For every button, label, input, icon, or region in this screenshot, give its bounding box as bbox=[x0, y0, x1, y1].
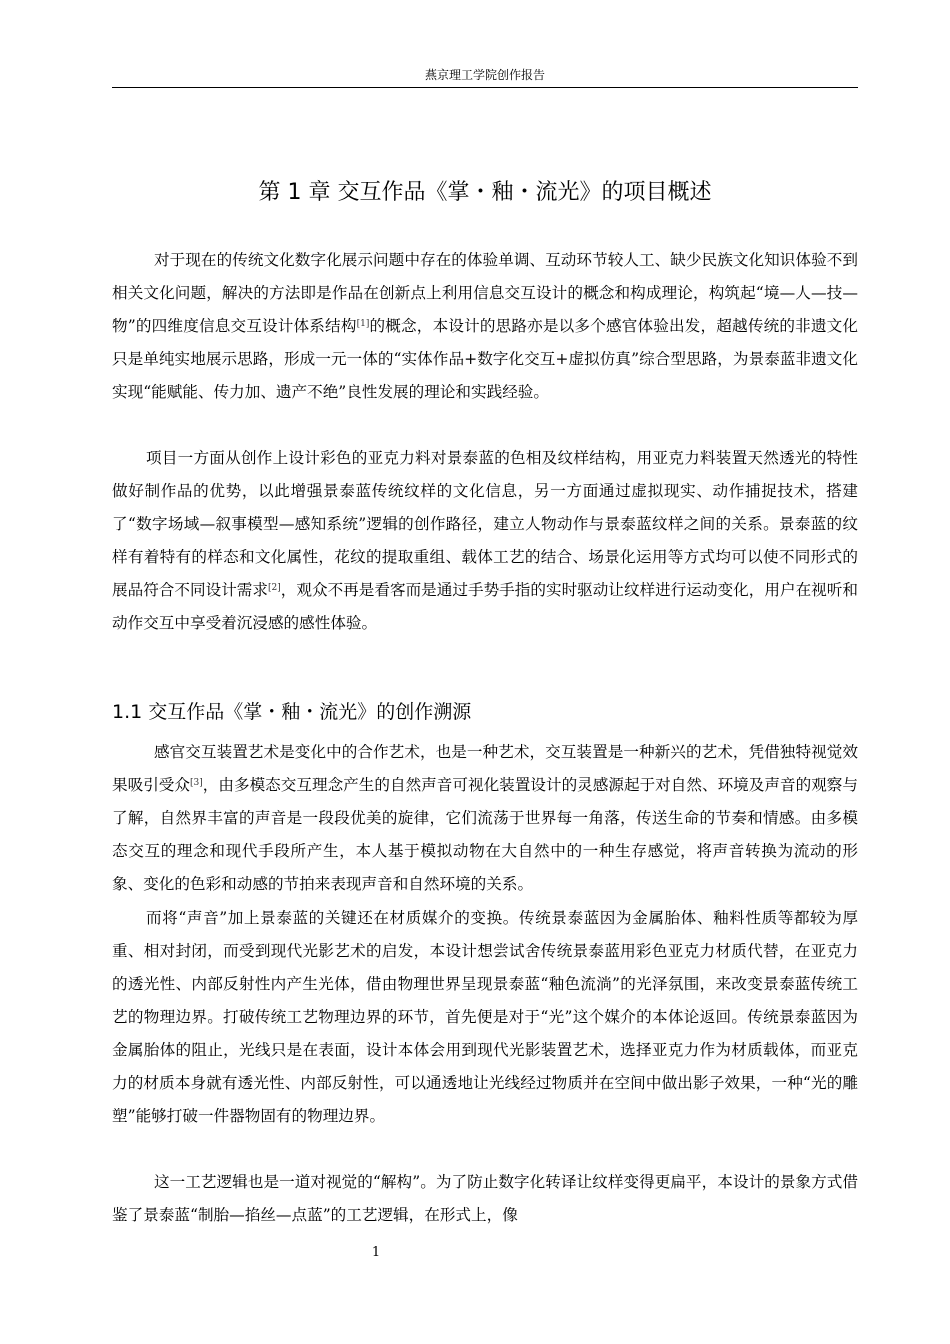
page-header: 燕京理工学院创作报告 bbox=[112, 68, 858, 88]
citation-ref: [1] bbox=[356, 319, 370, 329]
page-number: 1 bbox=[371, 1245, 381, 1260]
citation-ref: [3] bbox=[190, 778, 203, 788]
paragraph-text: 的概念，本设计的思路亦是以多个感官体验出发，超越传统的非遗文化只是单纯实地展示思路，形成一元一体的“实体作品+数字化交互+虚拟仿真”综合型思路，为景泰蓝非遗文化实现“能赋能、传力加、遗产不绝”良性发展的理论和实践经验。 bbox=[112, 317, 858, 401]
citation-ref: [2] bbox=[268, 583, 281, 593]
paragraph-origin-1 bbox=[112, 736, 858, 901]
paragraph-text: 对于现在的传统文化数字化展示问题中存在的体验单调、互动环节较人工、缺少民族文化知识体验不到相关文化问题，解决的方法即是作品在创新点上利用信息交互设计的概念和构成理论，构筑起“境—人—技—物”的四维度信息交互设计体系结构 bbox=[112, 251, 858, 335]
paragraph-overview-2 bbox=[112, 442, 858, 640]
paragraph-text: ，观众不再是看客而是通过手势手指的实时驱动让纹样进行运动变化，用户在视听和动作交互中享受着沉浸感的感性体验。 bbox=[112, 581, 858, 632]
paragraph-overview-1 bbox=[112, 244, 858, 409]
paragraph-text: 项目一方面从创作上设计彩色的亚克力料对景泰蓝的色相及纹样结构，用亚克力料装置天然透光的特性做好制作品的优势，以此增强景泰蓝传统纹样的文化信息，另一方面通过虚拟现实、动作捕捉技术，搭建了“数字场域—叙事模型—感知系统”逻辑的创作路径，建立人物动作与景泰蓝纹样之间的关系。景泰蓝的纹样有着特有的样态和文化属性，花纹的提取重组、载体工艺的结合、场景化运用等方式均可以使不同形式的展品符合不同设计需求 bbox=[112, 449, 858, 599]
chapter-title: 第 1 章 交互作品《掌・釉・流光》的项目概述 bbox=[258, 180, 712, 205]
paragraph-text: ，由多模态交互理念产生的自然声音可视化装置设计的灵感源起于对自然、环境及声音的观察与了解，自然界丰富的声音是一段段优美的旋律，它们流荡于世界每一角落，传送生命的节奏和情感。由多模态交互的理念和现代手段所产生，本人基于模拟动物在大自然中的一种生存感觉，将声音转换为流动的形象、变化的色彩和动感的节拍来表现声音和自然环境的关系。 bbox=[112, 776, 858, 893]
paragraph-text: 感官交互装置艺术是变化中的合作艺术，也是一种艺术，交互装置是一种新兴的艺术，凭借独特视觉效果吸引受众 bbox=[112, 743, 858, 794]
paragraph-origin-2: 而将“声音”加上景泰蓝的关键还在材质媒介的变换。传统景泰蓝因为金属胎体、釉料性质等都较为厚重、相对封闭，而受到现代光影艺术的启发，本设计想尝试舍传统景泰蓝用彩色亚克力材质代替，在亚克力的透光性、内部反射性内产生光体，借由物理世界呈现景泰蓝“釉色流淌”的光泽氛围，来改变景泰蓝传统工艺的物理边界。打破传统工艺物理边界的环节，首先便是对于“光”这个媒介的本体论返回。传统景泰蓝因为金属胎体的阻止，光线只是在表面，设计本体会用到现代光影装置艺术，选择亚克力作为材质载体，而亚克力的材质本身就有透光性、内部反射性，可以通透地让光线经过物质并在空间中做出影子效果，一种“光的雕塑”能够打破一件器物固有的物理边界。 bbox=[112, 909, 858, 1125]
section-title: 1.1 交互作品《掌・釉・流光》的创作溯源 bbox=[112, 701, 472, 723]
paragraph-origin-3: 这一工艺逻辑也是一道对视觉的“解构”。为了防止数字化转译让纹样变得更扁平，本设计的景象方式借鉴了景泰蓝“制胎—掐丝—点蓝”的工艺逻辑，在形式上，像 bbox=[112, 1173, 858, 1224]
